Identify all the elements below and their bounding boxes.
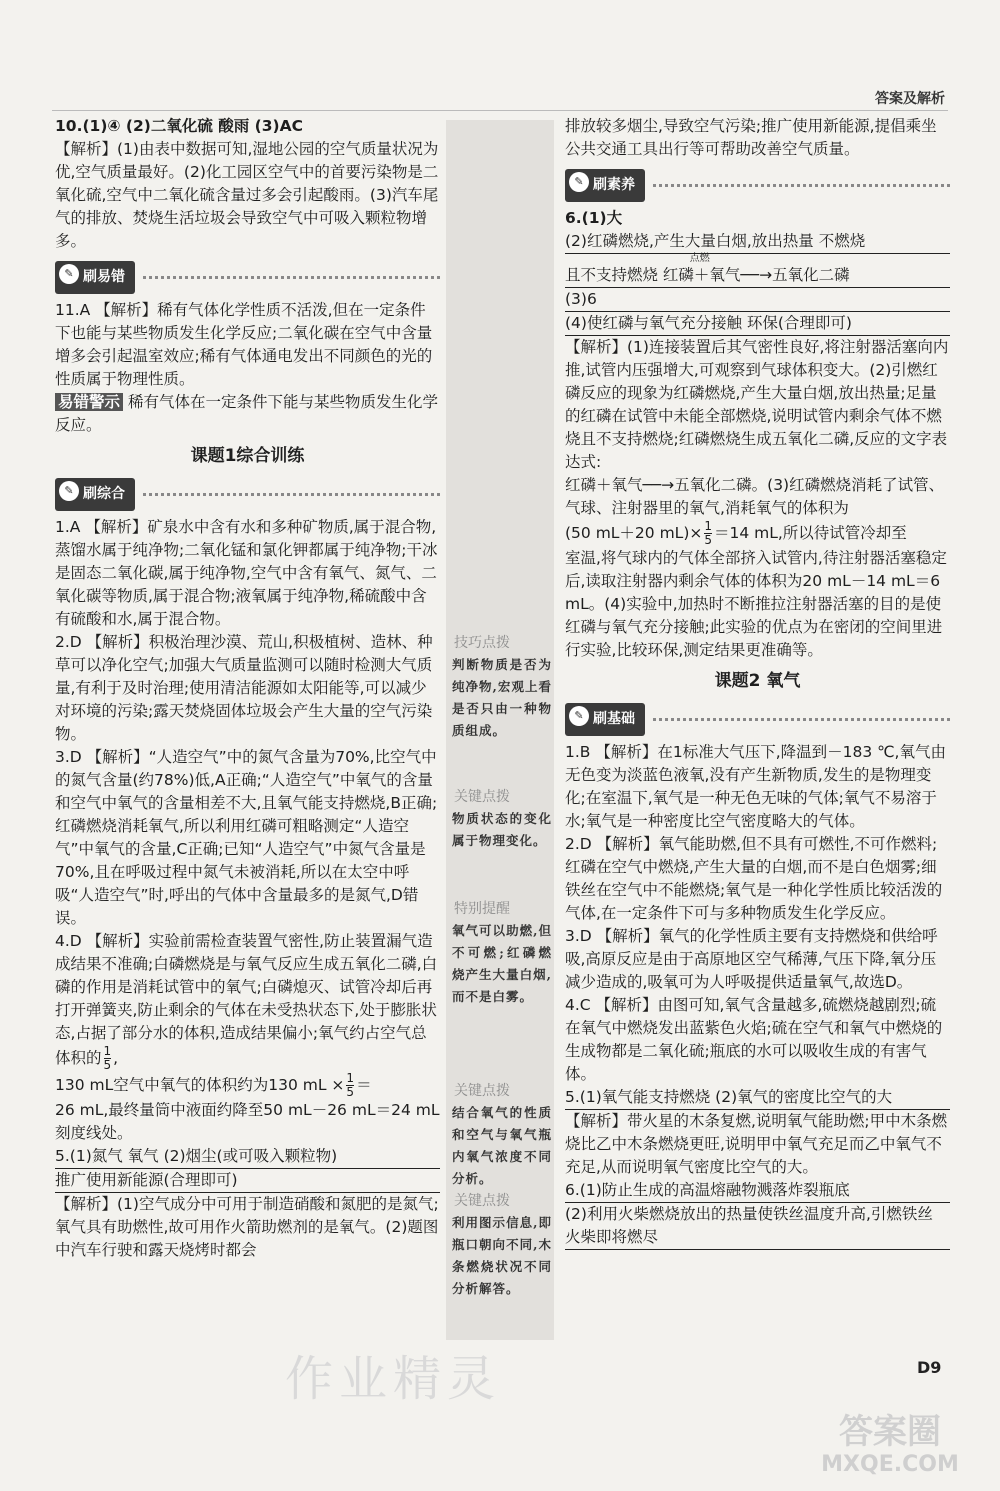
tip-title: 特别提醒 <box>454 901 510 917</box>
q5-explanation-cont: 排放较多烟尘,导致空气污染;推广使用新能源,提倡乘坐公共交通工具出行等可帮助改善空气质量。 <box>565 117 937 158</box>
page-number: D9 <box>917 1358 942 1377</box>
right-column <box>565 115 950 1250</box>
r6-answer-2: (2)利用火柴燃烧放出的热量使铁丝温度升高,引燃铁丝 火柴即将燃尽 <box>565 1203 950 1250</box>
tip-box <box>452 898 552 1008</box>
lesson2-title: 课题2 氧气 <box>714 671 801 691</box>
q6-explanation-1: 【解析】(1)连接装置后其气密性良好,将注射器活塞向内推,试管内压强增大,可观察到气球体积变大。(2)引燃红磷反应的现象为红磷燃烧,产生大量白烟,放出热量;足量的红磷在试管中未能全部燃烧,说明试管内剩余气体不燃烧且不支持燃烧;红磷燃烧生成五氧化二磷,反应的文字表达式: <box>565 338 949 471</box>
section-jichu <box>565 701 950 737</box>
pen-icon: ✎ <box>59 264 79 284</box>
r1-explanation: 1.B 【解析】在1标准大气压下,降温到－183 ℃,氧气由无色变为淡蓝色液氧,没有产生新物质,发生的是物理变化;在室温下,氧气是一种无色无味的气体;氧气不易溶于水;氧气是一种密度比空气密度略大的气体。 <box>565 743 946 830</box>
q1-explanation: 1.A 【解析】矿泉水中含有水和多种矿物质,属于混合物,蒸馏水属于纯净物;二氧化锰和氯化钾都属于纯净物;干冰是固态二氧化碳,属于纯净物,空气中含有氧气、氮气、二氧化碳等物质,属于混合物;液氧属于纯净物,稀硫酸中含有硫酸和水,属于混合物。 <box>55 518 438 628</box>
section-suyang <box>565 167 950 203</box>
section-divider <box>653 184 950 187</box>
site-logo <box>800 1405 980 1477</box>
tip-box <box>452 786 552 852</box>
tip-body: 利用图示信息,即瓶口朝向不同,木条燃烧状况不同分析解答。 <box>452 1215 552 1296</box>
q3-explanation: 3.D 【解析】“人造空气”中的氮气含量为70%,比空气中的氮气含量(约78%)低,A正确;“人造空气”中氧气的含量和空气中氧气的含量相差不大,且氧气能支持燃烧,B正确;红磷燃烧消耗氧气,所以利用红磷可粗略测定“人造空气”中氧气的含量,C正确;已知“人造空气”中氮气含量是70%,且在呼吸过程中氮气未被消耗,所以在太空中呼吸“人造空气”时,呼出的气体中含量最多的是氮气,D错误。 <box>55 748 438 927</box>
q5-answer-2: 推广使用新能源(合理即可) <box>55 1169 440 1193</box>
q4-result: 26 mL,最终量筒中液面约降至50 mL－26 mL＝24 mL刻度线处。 <box>55 1101 440 1142</box>
r3-explanation: 3.D 【解析】氧气的化学性质主要有支持燃烧和供给呼吸,高原反应是由于高原地区空气稀薄,气压下降,氧分压减少造成的,吸氧可为人呼吸提供适量氧气,故选D。 <box>565 927 938 991</box>
tip-title: 关键点拨 <box>454 1083 510 1099</box>
warning-badge: 易错警示 <box>55 393 123 411</box>
section-zonghe-label: 刷综合 <box>83 485 125 502</box>
lesson1-title: 课题1综合训练 <box>190 446 305 466</box>
tip-box <box>452 632 552 742</box>
q11-warning <box>55 391 440 437</box>
q6-answer-2: (2)红磷燃烧,产生大量白烟,放出热量 不燃烧 <box>565 230 950 254</box>
r5-explanation: 【解析】带火星的木条复燃,说明氧气能助燃;甲中木条燃烧比乙中木条燃烧更旺,说明甲中氧气充足而乙中氧气不充足,从而说明氧气密度比空气的大。 <box>565 1112 948 1176</box>
q6-answer-5: (4)使红磷与氧气充分接触 环保(合理即可) <box>565 312 950 336</box>
section-yicuo <box>55 259 440 295</box>
tip-body: 氧气可以助燃,但不可燃;红磷燃烧产生大量白烟,而不是白雾。 <box>452 923 552 1004</box>
q11-explanation: 11.A 【解析】稀有气体化学性质不活泼,但在一定条件下也能与某些物质发生化学反应;二氧化碳在空气中含量增多会引起温室效应;稀有气体通电发出不同颜色的光的性质属于物理性质。 <box>55 301 433 388</box>
section-divider <box>653 718 950 721</box>
section-divider <box>143 493 440 496</box>
q6-answer-4: (3)6 <box>565 288 950 312</box>
tip-box <box>452 1190 552 1300</box>
q6-explanation-2: 红磷＋氧气──→五氧化二磷。(3)红磷燃烧消耗了试管、气球、注射器里的氧气,消耗氧气的体积为 <box>565 476 945 517</box>
svg-text:答案圈: 答案圈 <box>839 1412 941 1452</box>
left-column <box>55 115 440 1262</box>
q4-calc: 130 mL空气中氧气的体积约为130 mL × $\frac{1}{5}$ ＝ <box>55 1071 372 1099</box>
tip-title: 关键点拨 <box>454 1193 510 1209</box>
section-yicuo-label: 刷易错 <box>83 268 125 285</box>
section-suyang-label: 刷素养 <box>593 176 635 193</box>
q5-explanation: 【解析】(1)空气成分中可用于制造硝酸和氮肥的是氮气;氧气具有助燃性,故可用作火箭助燃剂的是氧气。(2)题图中汽车行驶和露天烧烤时都会 <box>55 1195 439 1259</box>
tip-box <box>452 1080 552 1190</box>
r2-explanation: 2.D 【解析】氧气能助燃,但不具有可燃性,不可作燃料;红磷在空气中燃烧,产生大量的白烟,而不是白色烟雾;细铁丝在空气中不能燃烧;氧气是一种化学性质比较活泼的气体,在一定条件下可与多种物质发生化学反应。 <box>565 835 943 922</box>
pen-icon: ✎ <box>569 706 589 726</box>
section-jichu-label: 刷基础 <box>593 710 635 727</box>
reaction-condition: 点燃 <box>689 253 710 264</box>
tip-title: 关键点拨 <box>454 789 510 805</box>
q10-explanation: 【解析】(1)由表中数据可知,湿地公园的空气质量状况为优,空气质量最好。(2)化工园区空气中的首要污染物是二氧化硫,空气中二氧化硫含量过多会引起酸雨。(3)汽车尾气的排放、焚烧生活垃圾会导致空气中可吸入颗粒物增多。 <box>55 140 439 250</box>
q6-explanation-3: (50 mL＋20 mL)× $\frac{1}{5}$ ＝14 mL,所以待试管冷却至 <box>565 519 907 547</box>
fraction: $\frac{1}{5}$ <box>704 519 712 547</box>
watermark: 作业精灵 <box>285 1351 502 1407</box>
q6-answer-3: 点燃 且不支持燃烧 红磷＋氧气──→五氧化二磷 <box>565 254 950 288</box>
q10-answer: 10.(1)④ (2)二氧化硫 酸雨 (3)AC <box>55 117 304 135</box>
q2-explanation: 2.D 【解析】积极治理沙漠、荒山,积极植树、造林、种草可以净化空气;加强大气质量监测可以随时检测大气质量,有利于及时治理;使用清洁能源如太阳能等,可以减少对环境的污染;露天焚烧固体垃圾会产生大量的空气污染物。 <box>55 633 433 743</box>
tip-body: 物质状态的变化属于物理变化。 <box>452 811 552 848</box>
q6-explanation-4: 室温,将气球内的气体全部挤入试管内,待注射器活塞稳定后,读取注射器内剩余气体的体积为20 mL－14 mL＝6 mL。(4)实验中,加热时不断推拉注射器活塞的目的是使红磷与氧气充分接触;此实验的优点为在密闭的空间里进行实验,比较环保,测定结果更准确等。 <box>565 549 947 659</box>
section-divider <box>143 276 440 279</box>
section-zonghe <box>55 476 440 512</box>
page-header-title: 答案及解析 <box>875 91 945 107</box>
q6-answer-1: 6.(1)大 <box>565 209 623 227</box>
pen-icon: ✎ <box>59 481 79 501</box>
pen-icon: ✎ <box>569 172 589 192</box>
q5-answer-1: 5.(1)氮气 氧气 (2)烟尘(或可吸入颗粒物) <box>55 1145 440 1169</box>
fraction: $\frac{1}{5}$ <box>103 1044 112 1072</box>
fraction: $\frac{1}{5}$ <box>346 1071 355 1099</box>
r5-answer: 5.(1)氧气能支持燃烧 (2)氧气的密度比空气的大 <box>565 1086 950 1110</box>
tip-body: 结合氧气的性质和空气与氧气瓶内氧气浓度不同分析。 <box>452 1105 552 1186</box>
r6-answer-1: 6.(1)防止生成的高温熔融物溅落炸裂瓶底 <box>565 1179 950 1203</box>
r4-explanation: 4.C 【解析】由图可知,氧气含量越多,硫燃烧越剧烈;硫在氧气中燃烧发出蓝紫色火焰;硫在空气和氧气中燃烧的生成物都是二氧化硫;瓶底的水可以吸收生成的有害气体。 <box>565 996 943 1083</box>
header-divider <box>52 110 948 111</box>
svg-text:MXQE.COM: MXQE.COM <box>821 1452 959 1477</box>
warning-text: 稀有气体在一定条件下能与某些物质发生化学反应。 <box>55 393 438 434</box>
tip-body: 判断物质是否为纯净物,宏观上看是否只由一种物质组成。 <box>452 657 552 738</box>
q4-explanation: 4.D 【解析】实验前需检查装置气密性,防止装置漏气造成结果不准确;白磷燃烧是与氧气反应生成五氧化二磷,白磷的作用是消耗试管中的氧气;白磷熄灭、试管冷却后再打开弹簧夹,防止剩余的气体在未受热状态下,处于膨胀状态,占据了部分水的体积,造成结果偏小;氧气约占空气总体积的 $\frac{1}{5}$ , <box>55 932 438 1072</box>
tip-title: 技巧点拨 <box>454 635 510 651</box>
